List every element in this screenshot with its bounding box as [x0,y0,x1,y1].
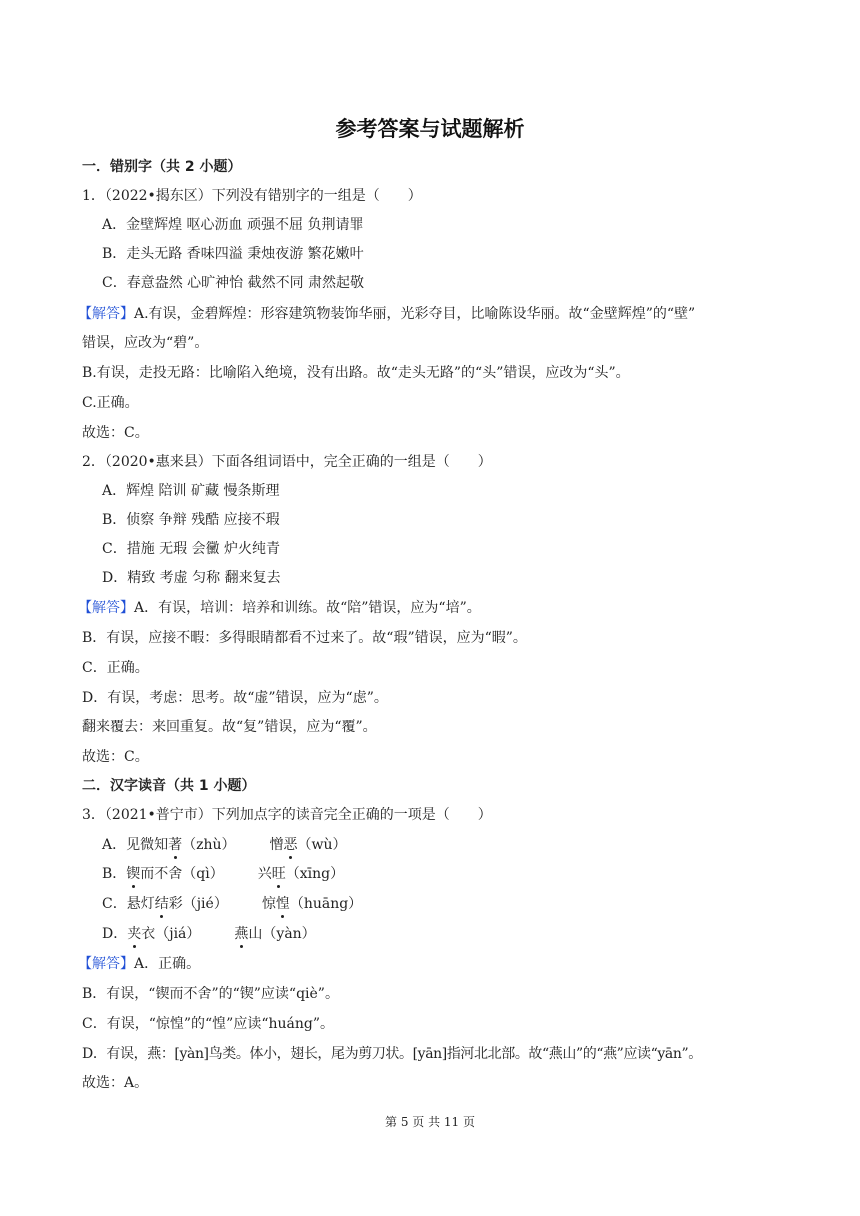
option-text: 兴 [257,866,272,882]
option-text: （wù） [297,837,347,853]
answer-text: A．正确。 [134,956,201,972]
option-text: 憎 [269,837,284,853]
option-text: 山（yàn） [248,926,316,942]
option-text: 惊 [261,896,276,912]
question-1-answer [78,304,695,324]
option-text: （xīng） [285,866,345,882]
question-2-option-d: D．精致 考虚 匀称 翻来复去 [102,570,281,586]
section-heading-1: 一．错别字（共 2 小题） [82,159,242,175]
option-text: C．悬灯 [102,896,155,912]
question-3-explanation-2: B．有误，“锲而不舍”的“锲”应读“qiè”。 [82,986,339,1002]
dotted-character: 燕 [234,926,249,942]
answer-text: A．有误，培训：培养和训练。故“陪”错误，应为“培”。 [134,600,481,616]
question-2-answer [78,598,481,618]
dotted-character: 夹 [127,926,142,942]
question-3-explanation-4: D．有误，燕：[yàn]鸟类。体小，翅长，尾为剪刀状。[yān]指河北北部。故“燕山”的“燕”应读“yān”。 [82,1046,702,1062]
question-1-stem: 1．（2022•揭东区）下列没有错别字的一组是（ ） [82,188,422,204]
question-1-conclusion: 故选：C。 [82,425,149,441]
question-3-option-c [102,894,362,914]
question-1-explanation-3: B.有误，走投无路：比喻陷入绝境，没有出路。故“走头无路”的“头”错误，应改为“头”。 [82,365,630,381]
question-2-option-a: A．辉煌 陪训 矿藏 慢条斯理 [102,483,280,499]
option-text: 而不舍（qì） [140,866,224,882]
question-1-option-c: C．春意盎然 心旷神怡 截然不同 肃然起敬 [102,275,365,291]
question-3-option-a [102,835,347,855]
question-2-conclusion: 故选：C。 [82,749,149,765]
dotted-character: 锲 [126,866,141,882]
section-heading-2: 二．汉字读音（共 1 小题） [82,778,256,794]
option-text: 彩（jié） [168,896,228,912]
question-3-stem: 3．（2021•普宁市）下列加点字的读音完全正确的一项是（ ） [82,807,492,823]
answer-text: A.有误，金碧辉煌：形容建筑物装饰华丽，光彩夺目，比喻陈设华丽。故“金壁辉煌”的“壁” [134,306,696,322]
question-2-option-c: C．措施 无瑕 会黴 炉火纯青 [102,541,281,557]
question-1-option-b: B．走头无路 香味四溢 秉烛夜游 繁花嫩叶 [102,246,364,262]
option-text: D． [102,926,128,942]
question-1-option-a: A．金壁辉煌 呕心沥血 顽强不屈 负荆请罪 [102,217,364,233]
answer-tag: 【解答】 [78,600,134,616]
option-text: （huāng） [289,896,363,912]
question-2-explanation-4: D．有误，考虑：思考。故“虚”错误，应为“虑”。 [82,690,388,706]
page-title: 参考答案与试题解析 [335,117,525,141]
option-text: B． [102,866,127,882]
dotted-character: 惶 [275,896,290,912]
question-2-explanation-3: C．正确。 [82,660,149,676]
question-1-explanation-2: 错误，应改为“碧”。 [82,335,209,351]
question-3-option-b [102,864,344,884]
question-3-conclusion: 故选：A。 [82,1075,149,1091]
question-2-explanation-2: B．有误，应接不暇：多得眼睛都看不过来了。故“瑕”错误，应为“暇”。 [82,630,527,646]
question-3-explanation-3: C．有误，“惊惶”的“惶”应读“huáng”。 [82,1016,335,1032]
question-2-stem: 2．（2020•惠来县）下面各组词语中，完全正确的一组是（ ） [82,454,492,470]
answer-tag: 【解答】 [78,306,134,322]
page-footer: 第 5 页 共 11 页 [385,1115,475,1129]
option-text: 衣（jiá） [141,926,201,942]
dotted-character: 结 [154,896,169,912]
answer-tag: 【解答】 [78,956,134,972]
question-3-option-d [102,924,316,944]
dotted-character: 著 [168,837,183,853]
option-text: （zhù） [182,837,236,853]
question-2-option-b: B．侦察 争辩 残酷 应接不瑕 [102,512,280,528]
question-3-answer [78,954,200,974]
question-1-explanation-4: C.正确。 [82,395,139,411]
question-2-explanation-5: 翻来覆去：来回重复。故“复”错误，应为“覆”。 [82,719,377,735]
dotted-character: 旺 [271,866,286,882]
option-text: A．见微知 [102,837,169,853]
dotted-character: 恶 [283,837,298,853]
